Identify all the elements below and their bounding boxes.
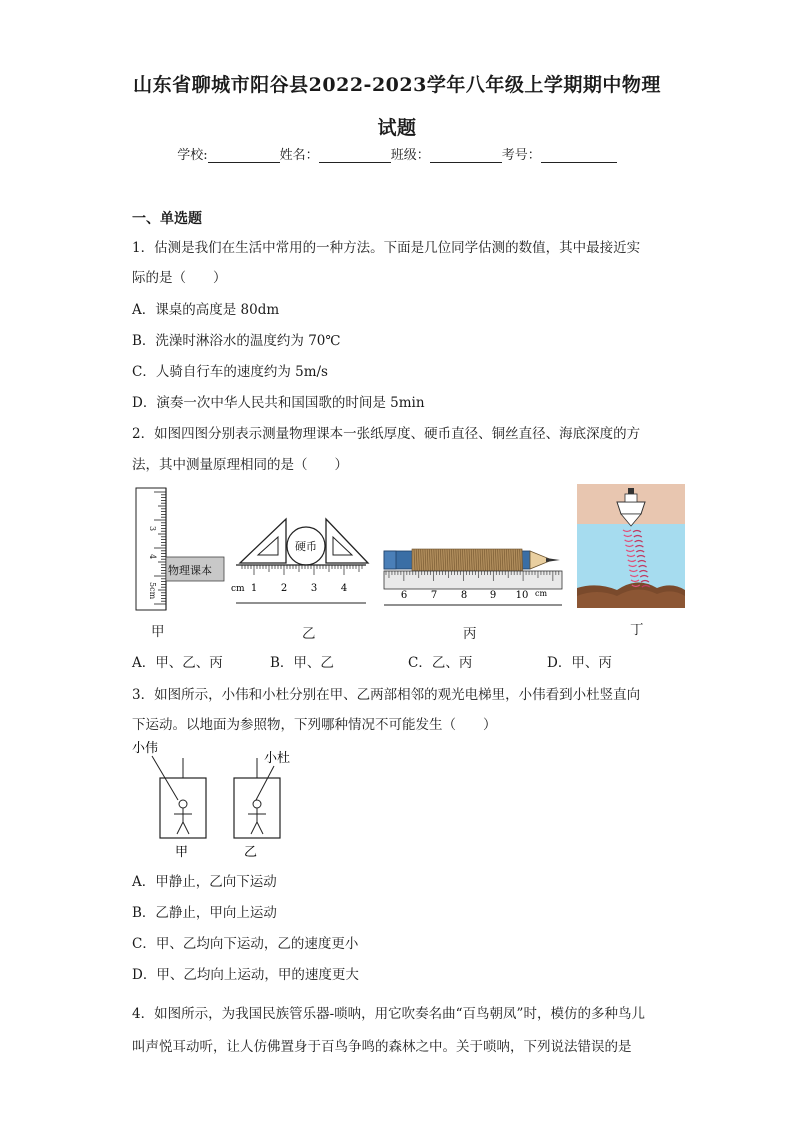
- q3-option-c: C．甲、乙均向下运动，乙的速度更小: [132, 936, 359, 952]
- figure-elevators: [130, 738, 300, 860]
- coin-label: 硬币: [295, 540, 317, 553]
- ruler-b-tick-1: 1: [250, 583, 258, 594]
- number-label: 考号：: [501, 148, 541, 163]
- person-xiaowei: [174, 800, 192, 834]
- class-label: 班级：: [390, 148, 430, 163]
- q3-stem-line2: 下运动。以地面为参照物，下列哪种情况不可能发生（ ）: [132, 717, 497, 733]
- ruler-b-tick-2: 2: [280, 583, 288, 594]
- q3-option-a: A．甲静止，乙向下运动: [132, 874, 277, 890]
- class-blank[interactable]: [430, 148, 502, 163]
- ruler-c-tick-6: 6: [400, 590, 408, 601]
- q3-option-b: B．乙静止，甲向上运动: [132, 905, 277, 921]
- q1-option-b: B．洗澡时淋浴水的温度约为 70℃: [132, 333, 341, 349]
- ruler-b-unit: cm: [231, 584, 245, 594]
- label-elevator-yi: 乙: [244, 845, 258, 860]
- ruler-b-tick-4: 4: [340, 583, 348, 594]
- q2-option-c: C．乙、丙: [408, 655, 473, 671]
- ruler-c-tick-10: 10: [515, 590, 529, 601]
- q2-stem-line1: 2．如图四图分别表示测量物理课本一张纸厚度、硬币直径、铜丝直径、海底深度的方: [132, 426, 641, 442]
- number-blank[interactable]: [541, 148, 617, 163]
- ruler-c-tick-8: 8: [460, 590, 468, 601]
- ruler-a-tick-5cm: 5cm: [148, 582, 157, 600]
- q2-option-b: B．甲、乙: [270, 655, 334, 671]
- figure-yi-coin-diameter: [230, 515, 370, 607]
- q1-option-c: C．人骑自行车的速度约为 5m/s: [132, 364, 328, 380]
- caption-bing: 丙: [463, 626, 477, 642]
- q1-option-d: D．演奏一次中华人民共和国国歌的时间是 5min: [132, 395, 425, 411]
- q1-stem-line2: 际的是（ ）: [132, 270, 227, 286]
- ruler-c-unit: cm: [535, 589, 548, 598]
- figure-bing-wire-diameter: [382, 545, 564, 609]
- school-label: 学校:: [177, 148, 208, 163]
- figure-ding-sea-depth: [577, 484, 685, 608]
- ruler-c-tick-9: 9: [489, 590, 497, 601]
- name-blank[interactable]: [319, 148, 391, 163]
- q1-option-a: A．课桌的高度是 80dm: [132, 302, 280, 318]
- person-xiaodu: [248, 800, 266, 834]
- book-label: 物理课本: [168, 564, 212, 577]
- caption-yi: 乙: [302, 626, 316, 642]
- caption-jia: 甲: [151, 624, 165, 640]
- q3-option-d: D．甲、乙均向上运动，甲的速度更大: [132, 967, 359, 983]
- name-label: 姓名：: [279, 148, 319, 163]
- caption-ding: 丁: [630, 622, 644, 638]
- student-info-row: [0, 144, 794, 163]
- ruler-b-tick-3: 3: [310, 583, 318, 594]
- label-elevator-jia: 甲: [175, 845, 189, 860]
- q4-stem-line1: 4．如图所示，为我国民族管乐器-唢呐，用它吹奏名曲“百鸟朝凤”时，模仿的多种鸟儿: [132, 1006, 645, 1022]
- q4-stem-line2: 叫声悦耳动听，让人仿佛置身于百鸟争鸣的森林之中。关于唢呐，下列说法错误的是: [132, 1039, 632, 1055]
- q1-stem-line1: 1．估测是我们在生活中常用的一种方法。下面是几位同学估测的数值，其中最接近实: [132, 240, 641, 256]
- ruler-a-tick-4: 4: [148, 554, 157, 560]
- q2-option-a: A．甲、乙、丙: [132, 655, 223, 671]
- exam-title-line2: 试题: [377, 117, 417, 139]
- label-xiaowei: 小伟: [132, 741, 159, 756]
- figure-jia-paper-thickness: [130, 484, 230, 614]
- q3-stem-line1: 3．如图所示，小伟和小杜分别在甲、乙两部相邻的观光电梯里，小伟看到小杜竖直向: [132, 687, 641, 703]
- ruler-a-tick-3: 3: [148, 526, 157, 532]
- q2-option-d: D．甲、丙: [547, 655, 612, 671]
- school-blank[interactable]: [208, 148, 280, 163]
- q2-stem-line2: 法，其中测量原理相同的是（ ）: [132, 457, 348, 473]
- ruler-c-tick-7: 7: [430, 590, 438, 601]
- label-xiaodu: 小杜: [264, 751, 291, 766]
- section-heading: 一、单选题: [132, 211, 202, 227]
- exam-title-line1: 山东省聊城市阳谷县2022-2023学年八年级上学期期中物理: [133, 74, 661, 96]
